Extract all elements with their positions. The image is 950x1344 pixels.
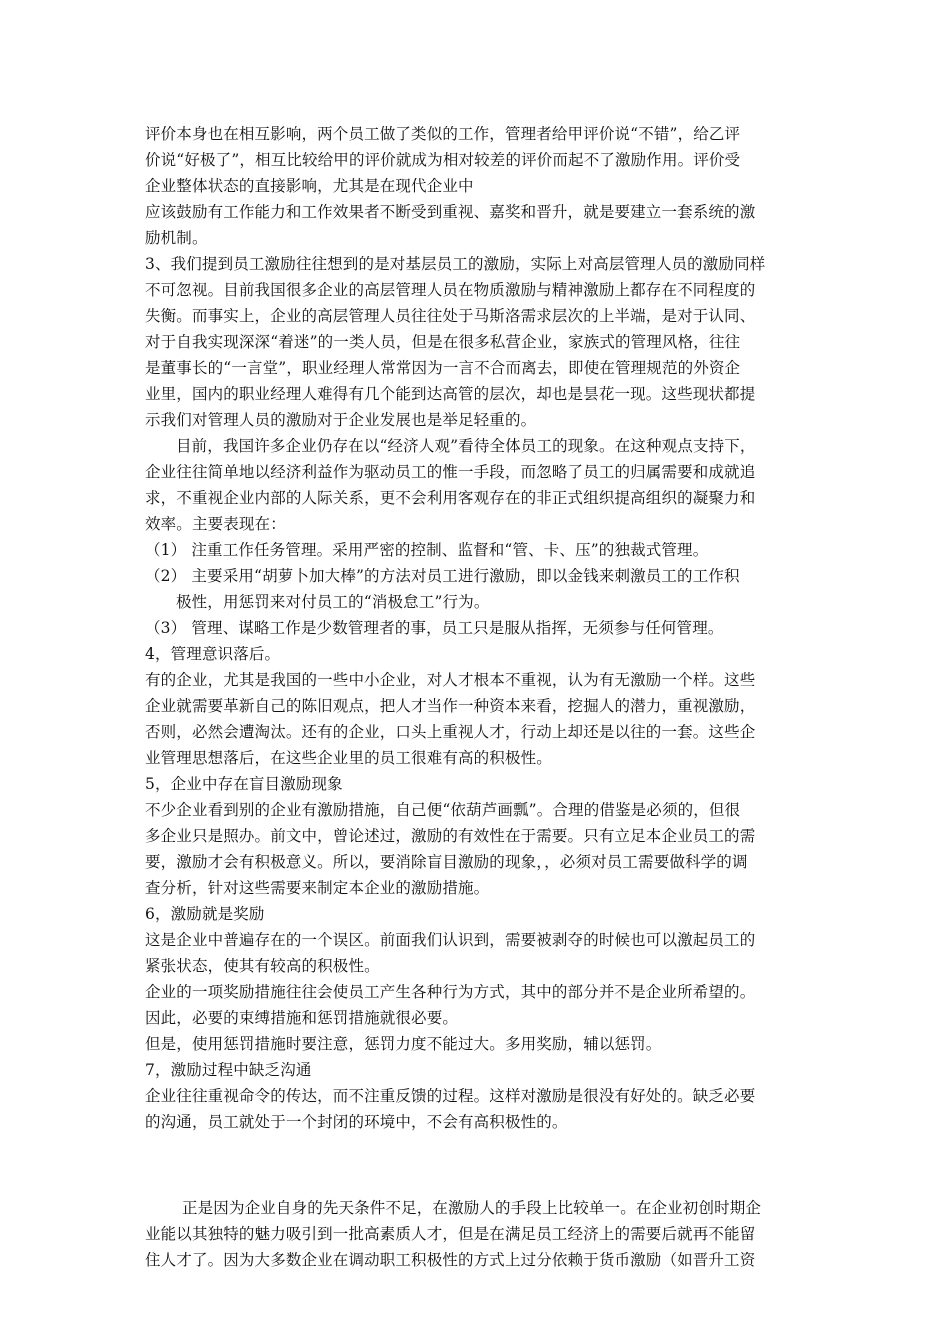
text-line: 不少企业看到别的企业有激励措施，自己便“依葫芦画瓢”。合理的借鉴是必须的，但很 xyxy=(145,801,741,819)
text-line: 6，激励就是奖励 xyxy=(145,905,265,923)
text-line: 5，企业中存在盲目激励现象 xyxy=(145,775,343,793)
text-line: （2） 主要采用“胡萝卜加大棒”的方法对员工进行激励，即以金钱来刺激员工的工作积 xyxy=(145,567,740,585)
text-line: 极性，用惩罚来对付员工的“消极怠工”行为。 xyxy=(176,593,490,611)
text-line: 企业往往重视命令的传达，而不注重反馈的过程。这样对激励是很没有好处的。缺乏必要 xyxy=(145,1087,756,1105)
text-line: 求，不重视企业内部的人际关系，更不会利用客观存在的非正式组织提高组织的凝聚力和 xyxy=(145,489,756,507)
text-line: 企业整体状态的直接影响，尤其是在现代企业中 xyxy=(145,177,474,195)
text-line: 业里，国内的职业经理人难得有几个能到达高管的层次，却也是昙花一现。这些现状都提 xyxy=(145,385,756,403)
text-line: 效率。主要表现在： xyxy=(145,515,286,533)
text-line: 企业往往简单地以经济利益作为驱动员工的惟一手段，而忽略了员工的归属需要和成就追 xyxy=(145,463,756,481)
text-line: 这是企业中普遍存在的一个误区。前面我们认识到，需要被剥夺的时候也可以激起员工的 xyxy=(145,931,756,949)
document-body xyxy=(145,121,809,1135)
text-line: 失衡。而事实上，企业的高层管理人员往往处于马斯洛需求层次的上半端，是对于认同、 xyxy=(145,307,756,325)
text-line: 但是，使用惩罚措施时要注意，惩罚力度不能过大。多用奖励，辅以惩罚。 xyxy=(145,1035,662,1053)
text-line: 不可忽视。目前我国很多企业的高层管理人员在物质激励与精神激励上都存在不同程度的 xyxy=(145,281,756,299)
text-line: 因此，必要的束缚措施和惩罚措施就很必要。 xyxy=(145,1009,459,1027)
text-line: 的沟通，员工就处于一个封闭的环境中，不会有高积极性的。 xyxy=(145,1113,568,1131)
text-line: 紧张状态，使其有较高的积极性。 xyxy=(145,957,380,975)
text-line: 目前，我国许多企业仍存在以“经济人观”看待全体员工的现象。在这种观点支持下， xyxy=(176,437,756,455)
text-line: 4，管理意识落后。 xyxy=(145,645,281,663)
text-line: 是董事长的“一言堂”，职业经理人常常因为一言不合而离去，即使在管理规范的外资企 xyxy=(145,359,741,377)
text-line: 企业就需要革新自己的陈旧观点，把人才当作一种资本来看，挖掘人的潜力，重视激励， xyxy=(145,697,756,715)
document-tail xyxy=(145,1195,809,1273)
text-line: 否则，必然会遭淘汰。还有的企业，口头上重视人才，行动上却还是以往的一套。这些企 xyxy=(145,723,756,741)
text-line: 要，激励才会有积极意义。所以，要消除盲目激励的现象，，必须对员工需要做科学的调 xyxy=(145,853,748,871)
text-line: 应该鼓励有工作能力和工作效果者不断受到重视、嘉奖和晋升，就是要建立一套系统的激 xyxy=(145,203,756,221)
text-line: 企业的一项奖励措施往往会使员工产生各种行为方式，其中的部分并不是企业所希望的。 xyxy=(145,983,756,1001)
text-line: （3） 管理、谋略工作是少数管理者的事，员工只是服从指挥，无须参与任何管理。 xyxy=(145,619,724,637)
text-line: 价说“好极了”，相互比较给甲的评价就成为相对较差的评价而起不了激励作用。评价受 xyxy=(145,151,741,169)
text-line: 示我们对管理人员的激励对于企业发展也是举足轻重的。 xyxy=(145,411,537,429)
text-line: （1） 注重工作任务管理。采用严密的控制、监督和“管、卡、压”的独裁式管理。 xyxy=(145,541,709,559)
text-line: 励机制。 xyxy=(145,229,208,247)
text-line: 对于自我实现深深“着迷”的一类人员，但是在很多私营企业，家族式的管理风格，往往 xyxy=(145,333,741,351)
text-line: 7，激励过程中缺乏沟通 xyxy=(145,1061,312,1079)
text-line: 多企业只是照办。前文中，曾论述过，激励的有效性在于需要。只有立足本企业员工的需 xyxy=(145,827,756,845)
text-line: 住人才了。因为大多数企业在调动职工积极性的方式上过分依赖于货币激励（如晋升工资 xyxy=(145,1251,756,1269)
text-line: 评价本身也在相互影响，两个员工做了类似的工作，管理者给甲评价说“不错”，给乙评 xyxy=(145,125,741,143)
text-line: 正是因为企业自身的先天条件不足，在激励人的手段上比较单一。在企业初创时期企 xyxy=(182,1199,762,1217)
text-line: 业管理思想落后，在这些企业里的员工很难有高的积极性。 xyxy=(145,749,552,767)
paragraph-gap xyxy=(145,1135,809,1195)
document-page xyxy=(145,121,809,1273)
text-line: 3、我们提到员工激励往往想到的是对基层员工的激励，实际上对高层管理人员的激励同样 xyxy=(145,255,766,273)
text-line: 查分析，针对这些需要来制定本企业的激励措施。 xyxy=(145,879,490,897)
text-line: 业能以其独特的魅力吸引到一批高素质人才，但是在满足员工经济上的需要后就再不能留 xyxy=(145,1225,756,1243)
text-line: 有的企业，尤其是我国的一些中小企业，对人才根本不重视，认为有无激励一个样。这些 xyxy=(145,671,756,689)
